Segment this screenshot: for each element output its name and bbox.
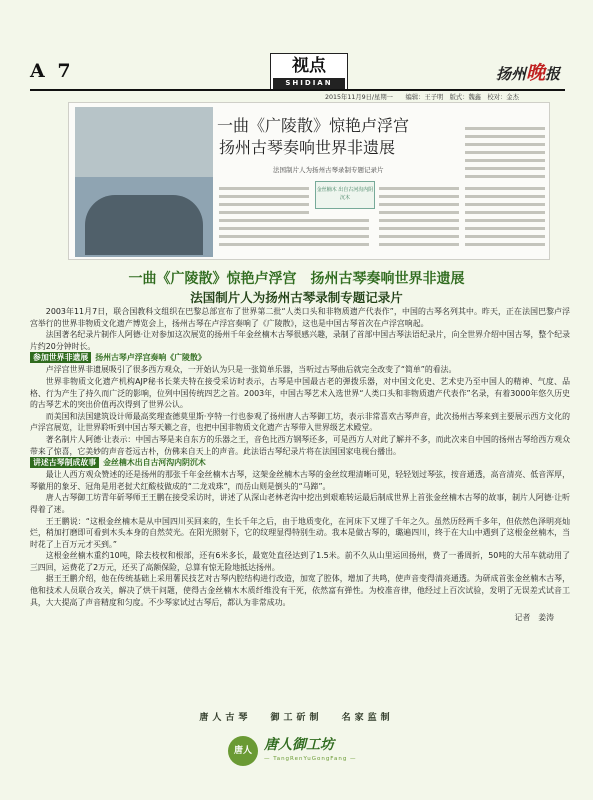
- article-paragraph: 最让人西方观众赞述的还是扬州的那张千年金丝楠木古琴，这架金丝楠木古琴的金丝纹理清晰可见，轻轻划过琴弦，按音通透，高音清亮、低音浑厚，琴徽用的象牙、冠角是用老挝犬红酸枝做成的“二龙戏珠”，而岳山则是倒头的“马蹄”。: [30, 470, 570, 491]
- section-tag: 讲述古琴制成故事: [30, 457, 99, 468]
- article-subheadline: 法国制片人为扬州古琴录制专题记录片: [190, 290, 403, 305]
- article-headline: 一曲《广陵散》惊艳卢浮宫 扬州古琴奏响世界非遗展: [128, 271, 465, 287]
- brand-url: — TangRenYuGongFang —: [264, 756, 357, 762]
- section-badge: [270, 53, 348, 91]
- page-number: A 7: [30, 60, 74, 82]
- article-paragraph: 王王鹏说：“这根金丝楠木是从中国四川买回来的，生长千年之后，由于地质变化，在河床下又埋了千年之久。虽然历经两千多年，但依然色泽明亮灿烂，稍加打磨即可看到木头本身的自然荧光。在阳光照射下，它的纹理显得特别生动。我本是做古琴的，璐遍四川，终于在大山中遇到了这根金丝楠木，当时花了上百万元才买到。”: [30, 516, 570, 549]
- brand-logo: [228, 732, 378, 772]
- newspaper-clipping: [68, 102, 550, 260]
- section-pinyin: SHIDIAN: [273, 78, 345, 89]
- clipping-subtitle: 法国制片人为扬州古琴录制专题记录片: [273, 166, 384, 174]
- dateline: 2015年11月9日/星期一 编辑：王子明 版式：魏鑫 校对：金杰: [325, 94, 519, 101]
- article-paragraph: 唐人古琴御工坊青年斫琴师王王鹏在接受采访时，讲述了从深山老林老沟中挖出到艰难转运最后制成世界上首张金丝楠木古琴的故事，制片人阿德·让听得着了迷。: [30, 493, 570, 514]
- section-tag: 参加世界非遗展: [30, 352, 91, 363]
- article-paragraph: 2003年11月7日，联合国教科文组织在巴黎总部宣布了世界第二批“人类口头和非物质遗产代表作”，中国的古琴名列其中。昨天，正在法国巴黎卢浮宫举行的世界非物质文化遗产博览会上，扬州古琴在卢浮宫奏响了《广陵散》，这也是中国古琴首次在卢浮宫响起。: [30, 307, 570, 328]
- article-paragraph: 这根金丝楠木重约10吨，除去枝杈和根部，还有6米多长，最宽处直径达到了1.5米。前不久从山里运回扬州，费了一番周折，50吨的大吊车就动用了三四回，运费花了2万元，还买了高额保险，总算有惊无险地抵达扬州。: [30, 551, 570, 572]
- footer-tag: 御工斫制: [270, 713, 323, 723]
- article-body: [30, 306, 570, 624]
- footer-tags: [0, 710, 593, 723]
- footer-tag: 名家监制: [341, 713, 394, 723]
- header-rule: [30, 89, 565, 91]
- masthead-text-a: 扬州: [495, 65, 526, 83]
- article-paragraph: 法国著名纪录片制作人阿德·让对参加这次展览的扬州千年金丝楠木古琴很感兴趣，录制了首部中国古琴法语纪录片，向全世界介绍中国古琴，整个纪录片约20分钟时长。: [30, 330, 570, 351]
- article-paragraph: 著名制片人阿德·让表示：中国古琴是来自东方的乐器之王，音色比西方钢琴还多，可是西方人对此了解并不多，而此次来自中国的扬州古琴给西方观众带来了惊喜，它美妙的声音苍远古朴，仿佛来自天上的声音。此法语古琴纪录片将在法国国家电视台播出。: [30, 434, 570, 456]
- section-title: 视点: [292, 56, 326, 76]
- masthead-text-b: 晚: [525, 62, 545, 84]
- brand-name: 唐人御工坊: [264, 737, 334, 753]
- masthead-text-c: 报: [544, 65, 560, 83]
- article-paragraph: 据王王鹏介绍，他在传统基础上采用薯民技艺对古琴内腔结构进行改造，加宽了腔体，增加了共鸣，使声音变得清亮通透。为研成首张金丝楠木古琴，他和技术人员联合攻关，解决了烘干问题，使得古金丝楠木木质纤维没有干死，依然富有弹性。为校准音律，他经过上百次试验，发明了无误差式试音工具，大大提高了声音精度和匀度。不少琴家试过古琴后，都认为非常成功。: [30, 574, 570, 607]
- clipping-photo: [75, 107, 213, 257]
- article-paragraph: 卢浮宫世界非遗展吸引了很多西方观众，一开始认为只是一张简单乐器，当听过古琴曲后就完全改变了“简单”的看法。: [45, 365, 457, 375]
- section-title: 金丝楠木出自古河沟内阴沉木: [103, 458, 206, 468]
- section-heading-1: [30, 352, 570, 364]
- clipping-title-line1: 一曲《广陵散》惊艳卢浮宫: [217, 116, 410, 135]
- article-paragraph: 世界非物质文化遗产机构AJP秘书长莱夫特在接受采访时表示，古琴是中国最古老的弹拨乐器，对中国文化史、艺术史乃至中国人的精神、气度、品格、行为产生了持久而广泛的影响，位列中国传统四艺之首。2003年，中国古琴艺术入选世界“人类口头和非物质遗产代表作”名录，有着3000年悠久历史的古琴艺术的突出价值再次得到了世界公认。: [30, 376, 570, 410]
- section-heading-2: [30, 457, 570, 469]
- article-paragraph: 而美国和法国建筑设计师最高奖理查德莫里斯·亨特一行也参观了扬州唐人古琴御工坊，表示非常喜欢古琴声音，此次扬州古琴来到主要展示西方文化的卢浮宫展览，让世界聆听到中国古琴天籁之音，也把中国非物质文化遗产古琴带入世界级艺术殿堂。: [30, 411, 570, 433]
- byline: 记者 姜涛: [514, 613, 554, 623]
- clipping-inset: 金丝楠木 出自古河沟内阴沉木: [315, 181, 375, 209]
- footer-tag: 唐人古琴: [199, 713, 252, 723]
- masthead-logo: [470, 58, 560, 86]
- brand-logo-icon: 唐人: [228, 736, 258, 766]
- section-title: 扬州古琴卢浮宫奏响《广陵散》: [95, 353, 206, 363]
- clipping-title-line2: 扬州古琴奏响世界非遗展: [219, 138, 396, 157]
